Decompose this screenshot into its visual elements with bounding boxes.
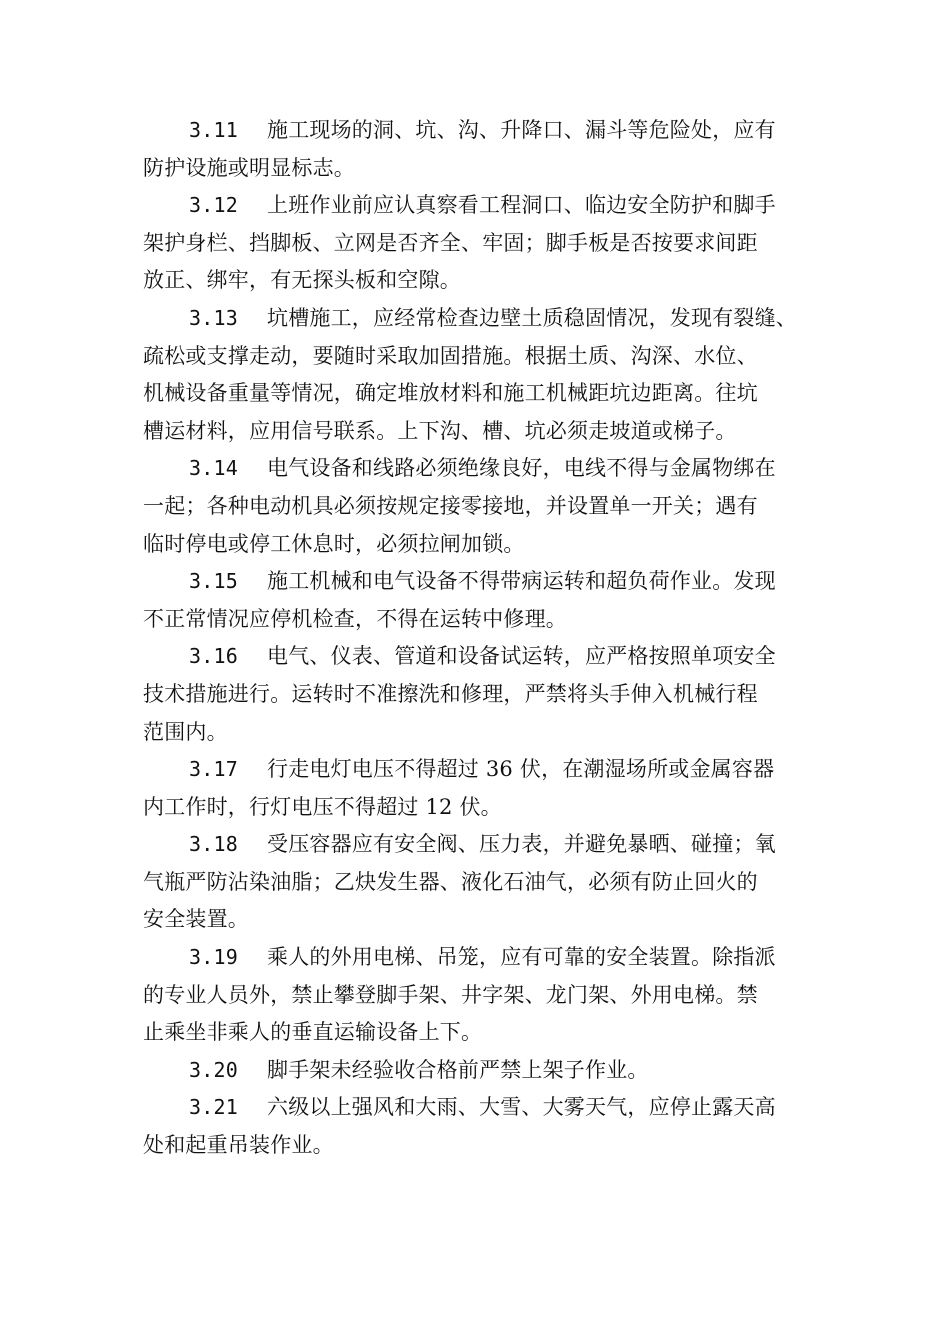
clause-line: [143, 563, 813, 601]
clause-number: 3.15: [189, 569, 238, 594]
clause-line: [143, 1089, 813, 1127]
clause-line: [143, 638, 813, 676]
clause-number: 3.12: [189, 193, 238, 218]
clause-paragraph: [143, 563, 813, 638]
clause-line: [143, 826, 813, 864]
clause-text: 受压容器应有安全阀、压力表，并避免暴晒、碰撞；氧: [267, 832, 776, 857]
clause-line: [143, 187, 813, 225]
clause-line: 范围内。: [143, 719, 228, 744]
clause-text: 行走电灯电压不得超过 36 伏，在潮湿场所或金属容器: [267, 757, 775, 782]
clause-number: 3.17: [189, 757, 238, 782]
clause-number: 3.18: [189, 832, 238, 857]
clause-number: 3.14: [189, 456, 238, 481]
clause-paragraph: [143, 1052, 813, 1090]
clause-text: 电气设备和线路必须绝缘良好，电线不得与金属物绑在: [267, 456, 776, 481]
clause-line: [143, 112, 813, 150]
clause-paragraph: [143, 187, 813, 300]
clause-paragraph: [143, 939, 813, 1052]
clause-text: 六级以上强风和大雨、大雪、大雾天气，应停止露天高: [267, 1095, 776, 1120]
clause-line: 一起；各种电动机具必须按规定接零接地，并设置单一开关；遇有: [143, 493, 758, 518]
clause-line: 防护设施或明显标志。: [143, 155, 355, 180]
clause-text: 电气、仪表、管道和设备试运转，应严格按照单项安全: [267, 644, 776, 669]
clause-line: 的专业人员外，禁止攀登脚手架、井字架、龙门架、外用电梯。禁: [143, 982, 758, 1007]
clause-number: 3.16: [189, 644, 238, 669]
clause-paragraph: [143, 751, 813, 826]
clause-line: [143, 450, 813, 488]
clause-text: 上班作业前应认真察看工程洞口、临边安全防护和脚手: [267, 193, 776, 218]
clause-line: 临时停电或停工休息时，必须拉闸加锁。: [143, 531, 525, 556]
clause-paragraph: [143, 450, 813, 563]
clause-paragraph: [143, 1089, 813, 1164]
clause-line: 安全装置。: [143, 907, 249, 932]
clause-text: 乘人的外用电梯、吊笼，应有可靠的安全装置。除指派: [267, 945, 776, 970]
clause-number: 3.19: [189, 945, 238, 970]
clause-paragraph: [143, 112, 813, 187]
clause-line: 内工作时，行灯电压不得超过 12 伏。: [143, 794, 502, 819]
clause-text: 脚手架未经验收合格前严禁上架子作业。: [267, 1057, 649, 1082]
clause-number: 3.21: [189, 1095, 238, 1120]
clause-number: 3.13: [189, 305, 238, 330]
clause-line: 放正、绑牢，有无探头板和空隙。: [143, 268, 461, 293]
clause-line: 不正常情况应停机检查，不得在运转中修理。: [143, 606, 567, 631]
clause-line: 疏松或支撑走动，要随时采取加固措施。根据土质、沟深、水位、: [143, 343, 758, 368]
clause-line: 机械设备重量等情况，确定堆放材料和施工机械距坑边距离。往坑: [143, 381, 758, 406]
clause-line: 槽运材料，应用信号联系。上下沟、槽、坑必须走坡道或梯子。: [143, 418, 737, 443]
clause-number: 3.11: [189, 118, 238, 142]
clause-line: 处和起重吊装作业。: [143, 1133, 334, 1158]
clause-line: 架护身栏、挡脚板、立网是否齐全、牢固；脚手板是否按要求间距: [143, 230, 758, 255]
clause-line: 止乘坐非乘人的垂直运输设备上下。: [143, 1020, 483, 1045]
clause-text: 施工机械和电气设备不得带病运转和超负荷作业。发现: [267, 569, 776, 594]
document-page: [143, 112, 813, 1165]
clause-text: 坑槽施工，应经常检查边壁土质稳固情况，发现有裂缝、: [267, 305, 797, 330]
clause-number: 3.20: [189, 1057, 238, 1082]
clause-paragraph: [143, 638, 813, 751]
clause-line: [143, 1052, 813, 1090]
clause-line: 气瓶严防沾染油脂；乙炔发生器、液化石油气，必须有防止回火的: [143, 869, 758, 894]
clause-text: 施工现场的洞、坑、沟、升降口、漏斗等危险处，应有: [267, 118, 776, 142]
clause-line: [143, 300, 813, 338]
clause-paragraph: [143, 826, 813, 939]
clause-line: 技术措施进行。运转时不准擦洗和修理，严禁将头手伸入机械行程: [143, 681, 758, 706]
clause-paragraph: [143, 300, 813, 450]
clause-line: [143, 939, 813, 977]
clause-line: [143, 751, 813, 789]
